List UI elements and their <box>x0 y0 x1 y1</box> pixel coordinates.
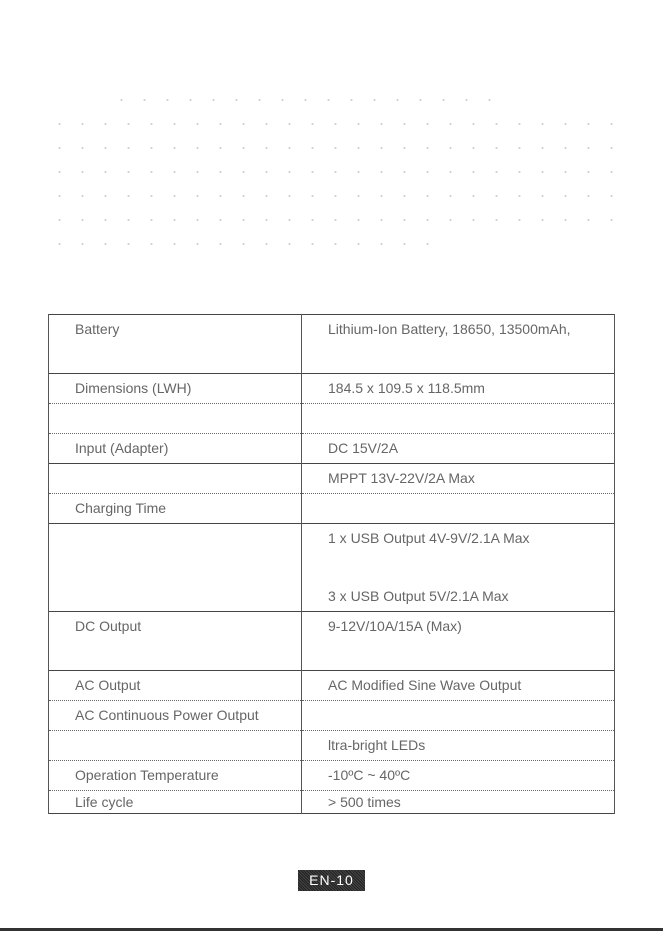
spec-label <box>49 731 302 761</box>
page-bottom-edge <box>0 928 663 931</box>
spec-row-faded <box>49 404 615 434</box>
spec-row-input-solar <box>49 464 615 494</box>
spec-value: ltra-bright LEDs <box>302 731 615 761</box>
spec-value: > 500 times <box>302 791 615 814</box>
spec-label: Operation Temperature <box>49 761 302 791</box>
spec-value: Lithium-Ion Battery, 18650, 13500mAh, <box>302 315 615 374</box>
spec-value: DC 15V/2A <box>302 434 615 464</box>
spec-label <box>49 524 302 612</box>
spec-value: -10ºC ~ 40ºC <box>302 761 615 791</box>
spec-row-led <box>49 731 615 761</box>
spec-label: AC Continuous Power Output <box>49 701 302 731</box>
spec-row-input-adapter <box>49 434 615 464</box>
spec-label: Input (Adapter) <box>49 434 302 464</box>
spec-label <box>49 404 302 434</box>
spec-value <box>302 701 615 731</box>
spec-value: AC Modified Sine Wave Output <box>302 671 615 701</box>
spec-value: 1 x USB Output 4V-9V/2.1A Max 3 x USB Output 5V/2.1A Max <box>302 524 615 612</box>
spec-row-dc-output <box>49 612 615 671</box>
spec-label: Charging Time <box>49 494 302 524</box>
spec-label: Battery <box>49 315 302 374</box>
specifications-table <box>48 314 615 814</box>
spec-value: MPPT 13V-22V/2A Max <box>302 464 615 494</box>
spec-value <box>302 404 615 434</box>
spec-row-usb-output <box>49 524 615 612</box>
spec-label <box>49 464 302 494</box>
spec-label: DC Output <box>49 612 302 671</box>
spec-value <box>302 494 615 524</box>
spec-label: Dimensions (LWH) <box>49 374 302 404</box>
spec-row-dimensions <box>49 374 615 404</box>
spec-label: AC Output <box>49 671 302 701</box>
spec-row-charging-time <box>49 494 615 524</box>
spec-row-operation-temperature <box>49 761 615 791</box>
spec-value: 9-12V/10A/15A (Max) <box>302 612 615 671</box>
spec-value: 184.5 x 109.5 x 118.5mm <box>302 374 615 404</box>
spec-row-ac-continuous <box>49 701 615 731</box>
spec-row-life-cycle <box>49 791 615 814</box>
spec-row-ac-output <box>49 671 615 701</box>
spec-label: Life cycle <box>49 791 302 814</box>
spec-row-battery <box>49 315 615 374</box>
page-number-badge: EN-10 <box>298 870 365 891</box>
